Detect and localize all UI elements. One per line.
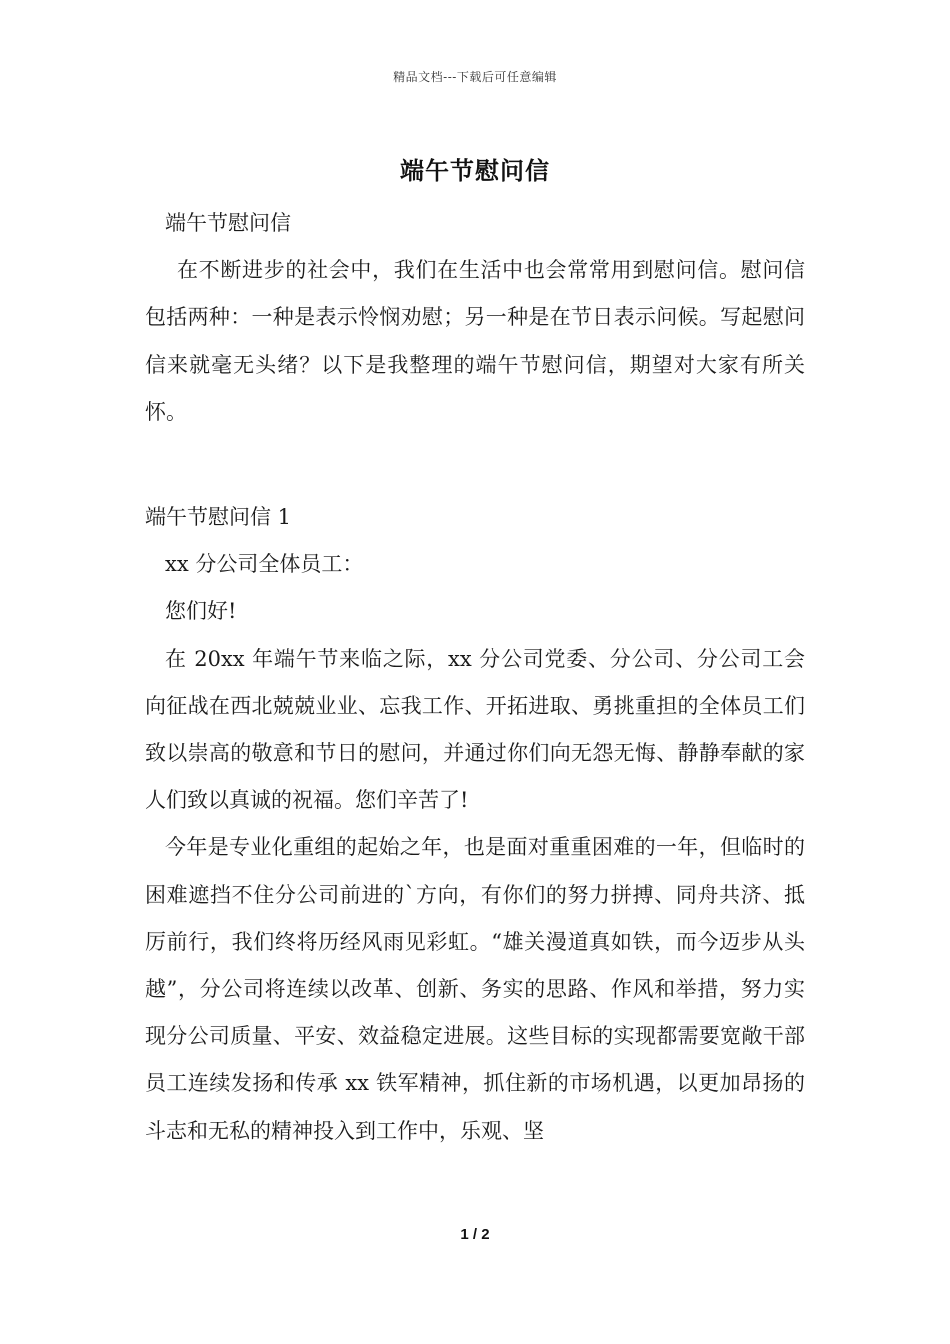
salutation: xx 分公司全体员工： (165, 552, 364, 577)
body-paragraph-1: 在 20xx 年端午节来临之际，xx 分公司党委、分公司、分公司工会向征战在西北兢兢业业、忘我工作、开拓进取、勇挑重担的全体员工们致以崇高的敬意和节日的慰问，并通过你们向无怨无悔、静静奉献的家人们致以真诚的祝福。您们辛苦了! (145, 646, 805, 813)
body-paragraph-2: 今年是专业化重组的起始之年，也是面对重重困难的一年，但临时的困难遮挡不住分公司前进的`方向，有你们的努力拼搏、同舟共济、抵厉前行，我们终将历经风雨见彩虹。“雄关漫道真如铁，而今迈步从头越”，分公司将连续以改革、创新、务实的思路、作风和举措，努力实现分公司质量、平安、效益稳定进展。这些目标的实现都需要宽敞干部员工连续发扬和传承 xx 铁军精神，抓住新的市场机遇，以更加昂扬的斗志和无私的精神投入到工作中，乐观、坚 (145, 835, 805, 1143)
greeting: 您们好! (165, 599, 237, 624)
header-note: 精品文档---下载后可任意编辑 (393, 70, 557, 84)
paragraph-spacer (145, 436, 805, 494)
section-heading: 端午节慰问信 1 (145, 505, 292, 530)
intro-paragraph: 在不断进步的社会中，我们在生活中也会常常用到慰问信。慰问信包括两种：一种是表示怜悯劝慰；另一种是在节日表示问候。写起慰问信来就毫无头绪？以下是我整理的端午节慰问信，期望对大家有所关怀。 (145, 258, 805, 424)
document-body (145, 200, 805, 1155)
document-title: 端午节慰问信 (400, 156, 550, 185)
subtitle: 端午节慰问信 (165, 211, 291, 235)
page-number: 1 / 2 (460, 1226, 490, 1243)
